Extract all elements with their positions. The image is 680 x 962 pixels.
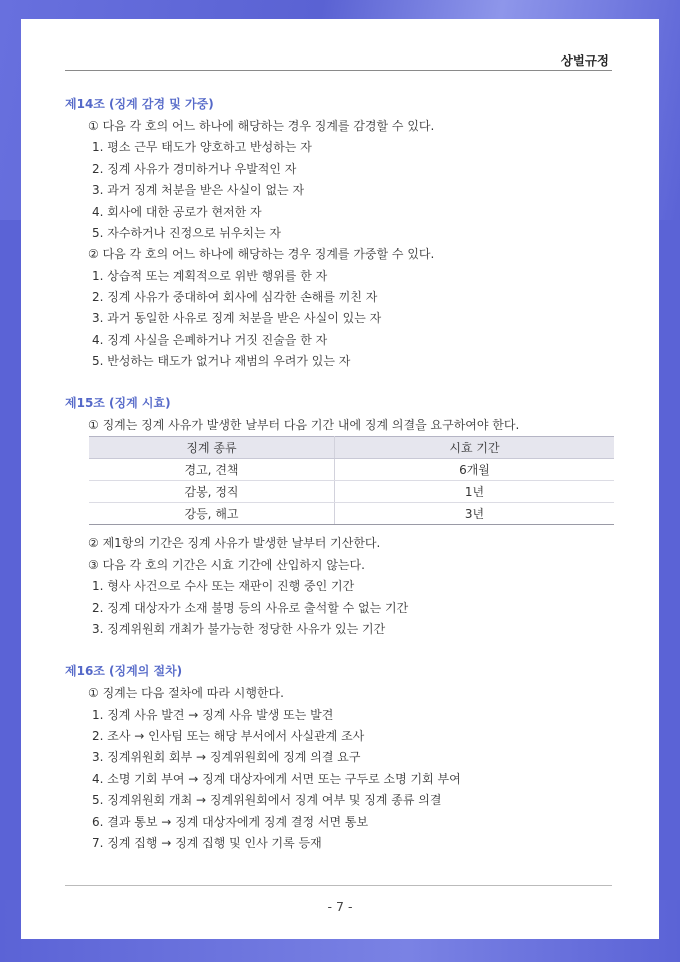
- article-15-paragraph-3: ③ 다음 각 호의 기간은 시효 기간에 산입하지 않는다.: [88, 558, 365, 572]
- article-15-title: 제15조 (징계 시효): [65, 396, 171, 410]
- article-14-p2-item: 1. 상습적 또는 계획적으로 위반 행위를 한 자: [92, 269, 328, 283]
- article-14-p2-item: 5. 반성하는 태도가 없거나 재범의 우려가 있는 자: [92, 354, 351, 368]
- document-page: [21, 19, 659, 939]
- article-16-p1-item: 7. 징계 집행 → 징계 집행 및 인사 기록 등재: [92, 836, 322, 850]
- table-cell: 감봉, 정직: [89, 481, 335, 503]
- article-14-paragraph-1: ① 다음 각 호의 어느 하나에 해당하는 경우 징계를 감경할 수 있다.: [88, 119, 435, 133]
- article-16-p1-item: 2. 조사 → 인사팀 또는 해당 부서에서 사실관계 조사: [92, 729, 365, 743]
- table-row: [89, 459, 614, 481]
- table-header-cell: 징계 종류: [89, 437, 335, 459]
- article-14-p2-item: 4. 징계 사실을 은폐하거나 거짓 진술을 한 자: [92, 333, 328, 347]
- footer-divider: [65, 885, 612, 886]
- article-16-p1-item: 4. 소명 기회 부여 → 징계 대상자에게 서면 또는 구두로 소명 기회 부여: [92, 772, 461, 786]
- article-16-title: 제16조 (징계의 절차): [65, 664, 183, 678]
- table-header-row: [89, 437, 614, 459]
- article-14-p2-item: 2. 징계 사유가 중대하여 회사에 심각한 손해를 끼친 자: [92, 290, 378, 304]
- article-14-p1-item: 4. 회사에 대한 공로가 현저한 자: [92, 205, 262, 219]
- article-14-p1-item: 1. 평소 근무 태도가 양호하고 반성하는 자: [92, 140, 312, 154]
- article-14-p1-item: 3. 과거 징계 처분을 받은 사실이 없는 자: [92, 183, 305, 197]
- table-cell: 경고, 견책: [89, 459, 335, 481]
- table-cell: 강등, 해고: [89, 503, 335, 525]
- limitation-period-table: [89, 436, 614, 525]
- table-cell: 1년: [335, 481, 615, 503]
- table-header-cell: 시효 기간: [335, 437, 615, 459]
- article-16-p1-item: 6. 결과 통보 → 징계 대상자에게 징계 결정 서면 통보: [92, 815, 369, 829]
- header-divider: [65, 70, 612, 71]
- article-14-paragraph-2: ② 다음 각 호의 어느 하나에 해당하는 경우 징계를 가중할 수 있다.: [88, 247, 435, 261]
- table-row: [89, 481, 614, 503]
- article-14-p1-item: 2. 징계 사유가 경미하거나 우발적인 자: [92, 162, 297, 176]
- article-16-p1-item: 1. 징계 사유 발견 → 징계 사유 발생 또는 발견: [92, 708, 334, 722]
- article-15-p3-item: 2. 징계 대상자가 소재 불명 등의 사유로 출석할 수 없는 기간: [92, 601, 409, 615]
- article-16-paragraph-1: ① 징계는 다음 절차에 따라 시행한다.: [88, 686, 284, 700]
- article-15-p3-item: 1. 형사 사건으로 수사 또는 재판이 진행 중인 기간: [92, 579, 355, 593]
- page-number: - 7 -: [327, 899, 353, 914]
- article-15-paragraph-2: ② 제1항의 기간은 징계 사유가 발생한 날부터 기산한다.: [88, 536, 381, 550]
- article-14-p1-item: 5. 자수하거나 진정으로 뉘우치는 자: [92, 226, 281, 240]
- table-cell: 3년: [335, 503, 615, 525]
- article-15-p3-item: 3. 징계위원회 개최가 불가능한 정당한 사유가 있는 기간: [92, 622, 386, 636]
- article-15-paragraph-1: ① 징계는 징계 사유가 발생한 날부터 다음 기간 내에 징계 의결을 요구하여야 한다.: [88, 418, 520, 432]
- table-row: [89, 503, 614, 525]
- article-14-p2-item: 3. 과거 동일한 사유로 징계 처분을 받은 사실이 있는 자: [92, 311, 382, 325]
- article-14-title: 제14조 (징계 감경 및 가중): [65, 97, 214, 111]
- article-16-p1-item: 3. 징계위원회 회부 → 징계위원회에 징계 의결 요구: [92, 750, 361, 764]
- table-cell: 6개월: [335, 459, 615, 481]
- document-title: 상벌규정: [560, 53, 609, 68]
- article-16-p1-item: 5. 징계위원회 개최 → 징계위원회에서 징계 여부 및 징계 종류 의결: [92, 793, 442, 807]
